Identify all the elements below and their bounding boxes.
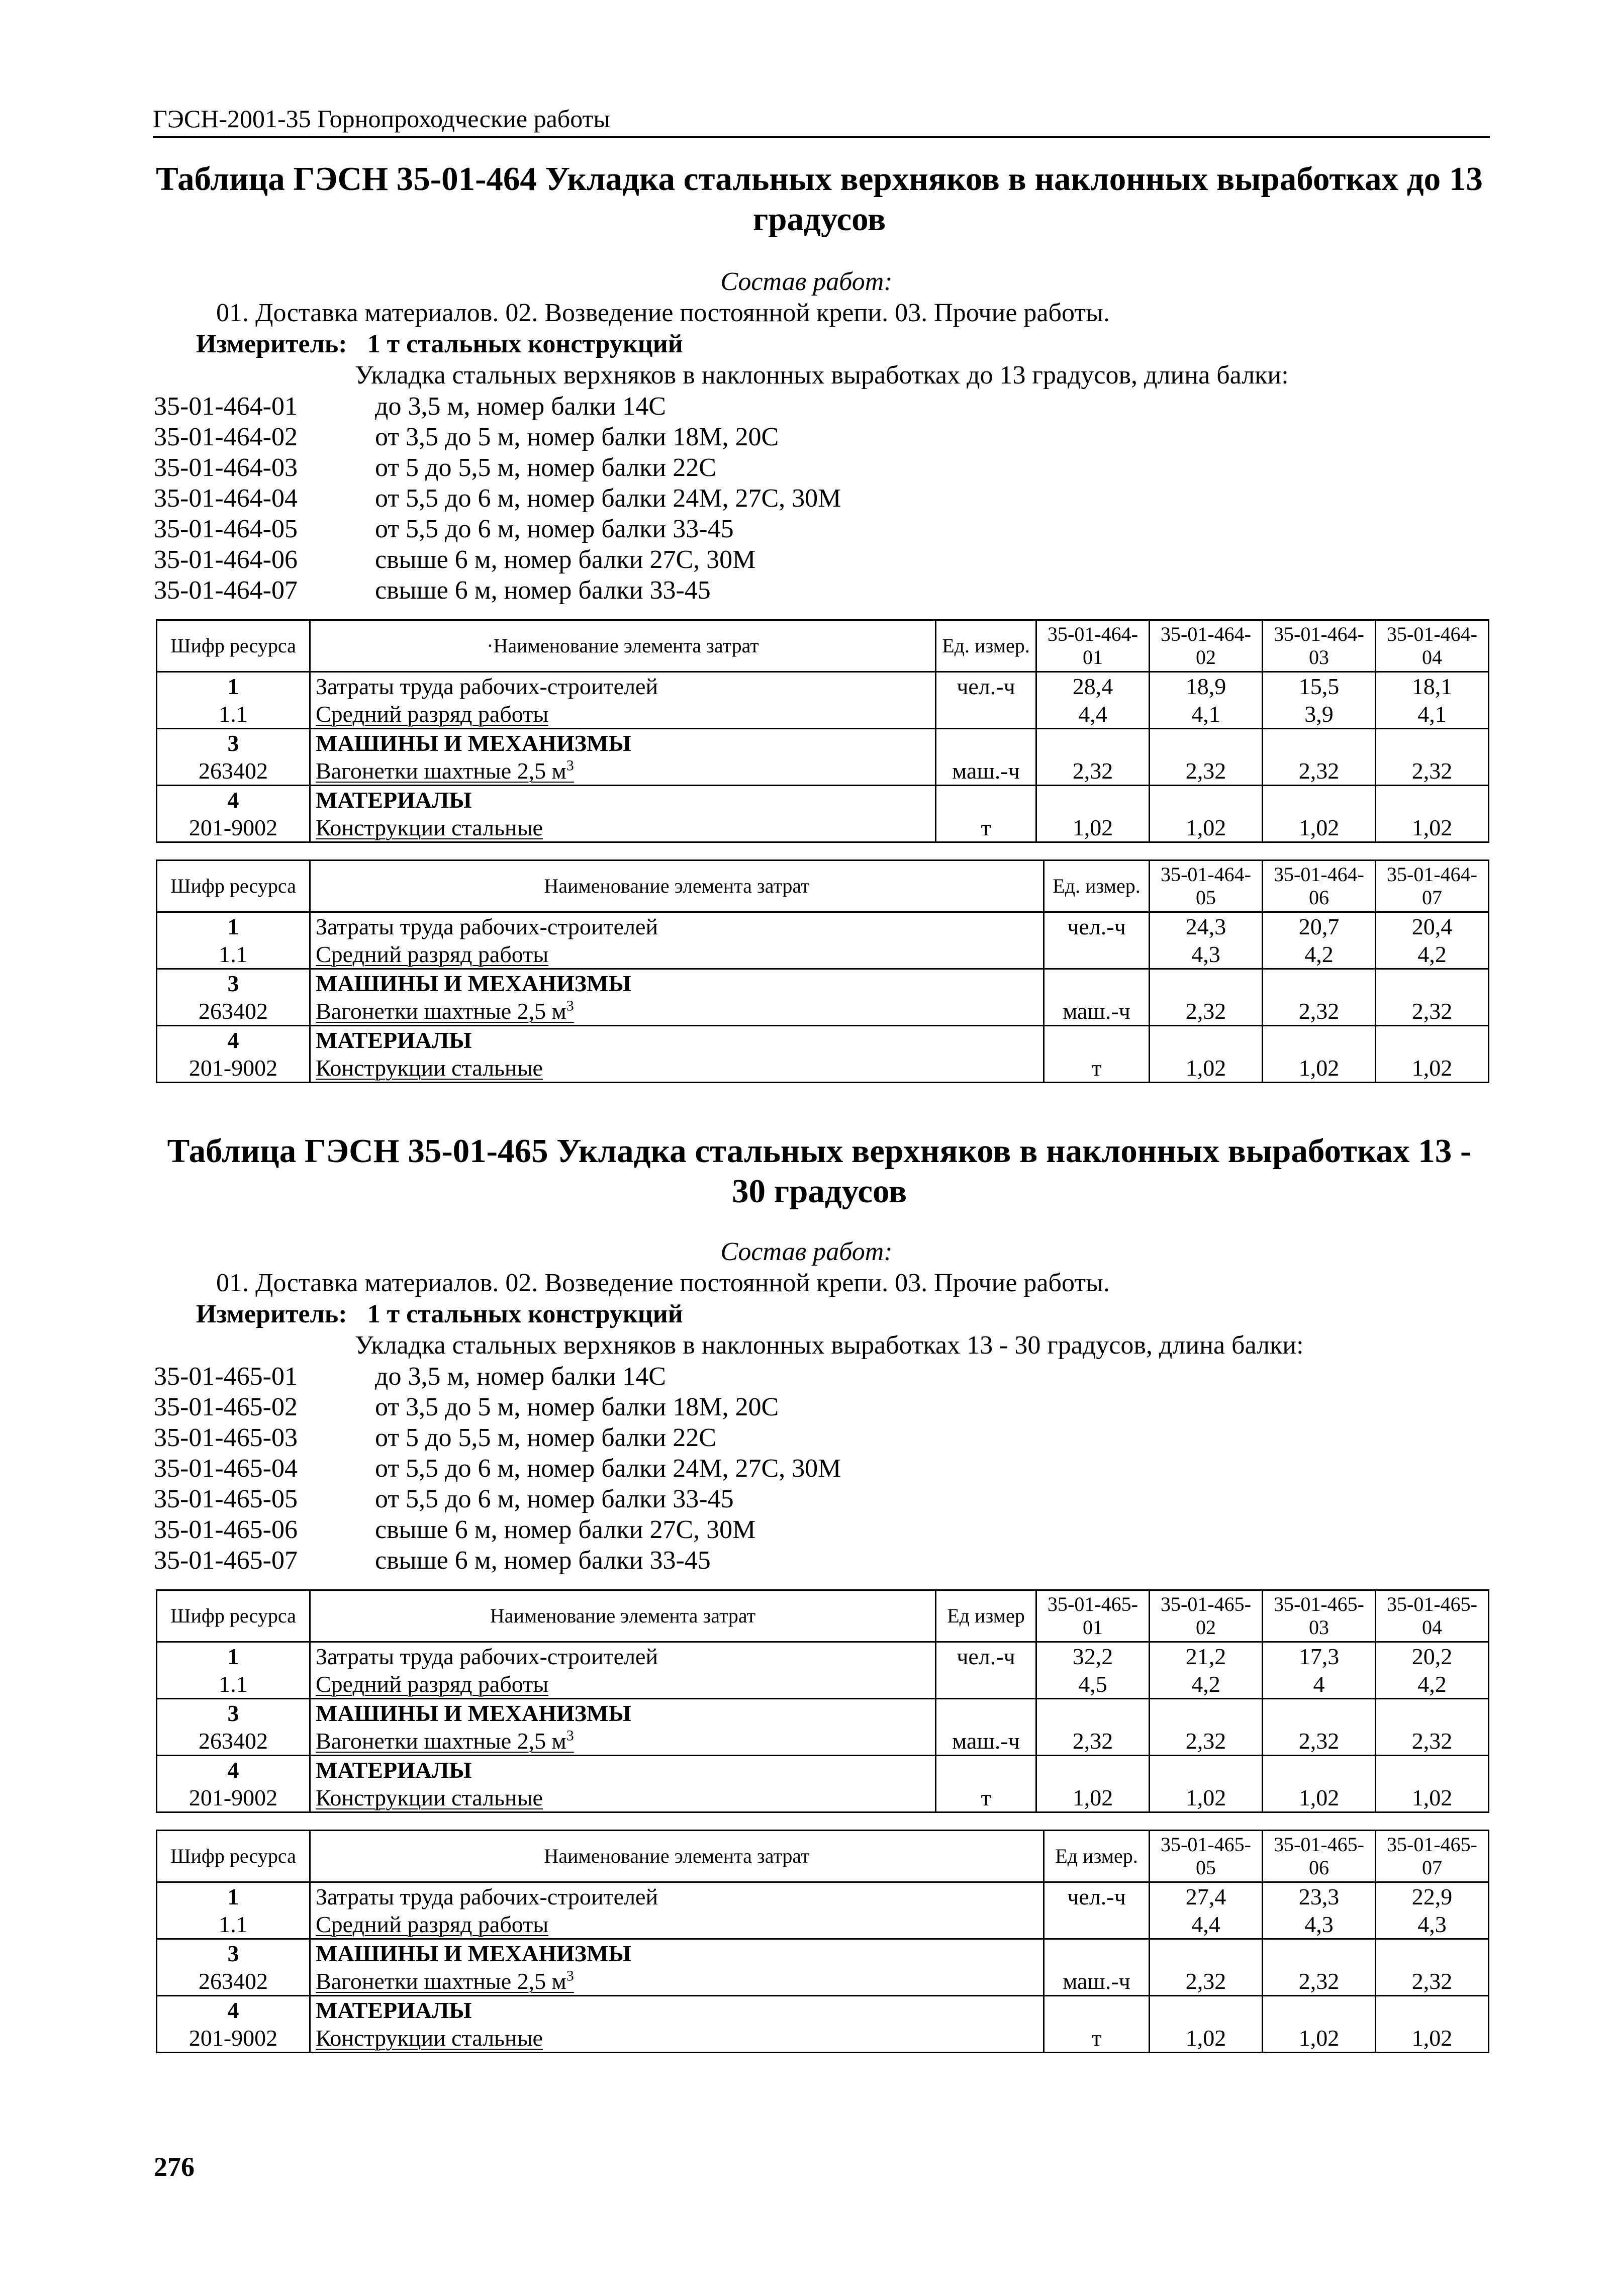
- cell-value: 4: [1263, 1670, 1376, 1699]
- cell-name: Конструкции стальные: [310, 2024, 1044, 2053]
- header-col: 35-01-465-05: [1150, 1831, 1263, 1882]
- cell-name: Средний разряд работы: [310, 940, 1044, 969]
- header-unit: Ед измер.: [1044, 1831, 1150, 1882]
- header-col: 35-01-465-03: [1263, 1590, 1376, 1642]
- header-col: 35-01-465-01: [1036, 1590, 1150, 1642]
- cell-unit: [936, 729, 1036, 757]
- cell-value: 21,2: [1150, 1642, 1263, 1671]
- cell-unit: чел.-ч: [1044, 1882, 1150, 1911]
- cell-value: 1,02: [1150, 1784, 1263, 1812]
- cell-unit: [1044, 1910, 1150, 1939]
- cell-code: 4: [157, 1756, 310, 1784]
- cell-value: 2,32: [1376, 1727, 1489, 1756]
- code: 35-01-464-07: [154, 576, 298, 605]
- measure-label: Измеритель:: [196, 1300, 347, 1328]
- code-desc: до 3,5 м, номер балки 14С: [375, 392, 666, 421]
- cell-value: 4,5: [1036, 1670, 1150, 1699]
- cell-name: МАТЕРИАЛЫ: [310, 1756, 936, 1784]
- cell-value: 1,02: [1036, 1784, 1150, 1812]
- cell-value: 4,3: [1263, 1910, 1376, 1939]
- code: 35-01-465-03: [154, 1423, 298, 1452]
- cell-code: 263402: [157, 757, 310, 786]
- work-list: 01. Доставка материалов. 02. Возведение постоянной крепи. 03. Прочие работы.: [216, 1269, 1110, 1297]
- table-title: [151, 159, 1488, 239]
- code-desc: свыше 6 м, номер балки 27С, 30М: [375, 545, 756, 574]
- header-col: 35-01-464-02: [1150, 620, 1263, 672]
- cell-value: [1376, 786, 1489, 814]
- cell-name: Средний разряд работы: [310, 1910, 1044, 1939]
- cell-value: [1150, 1996, 1263, 2025]
- cell-unit: чел.-ч: [936, 672, 1036, 701]
- cell-value: [1036, 729, 1150, 757]
- cell-value: [1150, 729, 1263, 757]
- table-row: [157, 1996, 1489, 2025]
- code-desc: от 3,5 до 5 м, номер балки 18М, 20С: [375, 1393, 779, 1421]
- code: 35-01-465-07: [154, 1546, 298, 1575]
- cell-unit: т: [1044, 1054, 1150, 1083]
- composition-label: Состав работ:: [720, 267, 893, 296]
- cell-code: 4: [157, 786, 310, 814]
- cell-name: Затраты труда рабочих-строителей: [310, 912, 1044, 941]
- cell-unit: [1044, 1026, 1150, 1055]
- cell-value: [1150, 1939, 1263, 1968]
- header-col: 35-01-464-01: [1036, 620, 1150, 672]
- code-desc: свыше 6 м, номер балки 33-45: [375, 576, 711, 605]
- cell-value: 1,02: [1150, 814, 1263, 842]
- cell-value: 27,4: [1150, 1882, 1263, 1911]
- table-row: [157, 1910, 1489, 1939]
- measure: [196, 1299, 683, 1330]
- table-row: [157, 912, 1489, 941]
- table-row: [157, 2024, 1489, 2053]
- cell-value: 2,32: [1150, 1727, 1263, 1756]
- header-col: 35-01-464-04: [1376, 620, 1489, 672]
- cell-value: 1,02: [1263, 2024, 1376, 2053]
- cell-unit: маш.-ч: [936, 757, 1036, 786]
- code-row: [154, 1361, 1360, 1392]
- cell-value: 2,32: [1263, 1967, 1376, 1996]
- cell-value: 15,5: [1263, 672, 1376, 701]
- header-col: 35-01-464-03: [1263, 620, 1376, 672]
- table-row: [157, 729, 1489, 757]
- composition-label: Состав работ:: [720, 1237, 893, 1266]
- cell-value: [1150, 1756, 1263, 1784]
- cell-value: 1,02: [1036, 814, 1150, 842]
- cell-name: МАШИНЫ И МЕХАНИЗМЫ: [310, 969, 1044, 998]
- cell-value: [1263, 786, 1376, 814]
- cell-value: [1150, 1699, 1263, 1728]
- cell-value: 2,32: [1376, 997, 1489, 1026]
- cell-value: 2,32: [1150, 757, 1263, 786]
- cell-value: 20,4: [1376, 912, 1489, 941]
- cell-value: [1263, 1699, 1376, 1728]
- table-row: [157, 672, 1489, 701]
- cell-unit: [936, 1699, 1036, 1728]
- code: 35-01-464-06: [154, 545, 298, 574]
- cell-unit: маш.-ч: [936, 1727, 1036, 1756]
- cell-code: 1: [157, 672, 310, 701]
- cell-unit: т: [936, 1784, 1036, 1812]
- code: 35-01-465-06: [154, 1515, 298, 1544]
- code-row: [154, 483, 1360, 514]
- cell-unit: [1044, 1996, 1150, 2025]
- cell-code: 263402: [157, 1967, 310, 1996]
- header-col: 35-01-465-02: [1150, 1590, 1263, 1642]
- code-row: [154, 514, 1360, 544]
- cell-name: МАШИНЫ И МЕХАНИЗМЫ: [310, 1939, 1044, 1968]
- codes-intro: Укладка стальных верхняков в наклонных выработках 13 - 30 градусов, длина балки:: [355, 1331, 1304, 1360]
- cell-name: Затраты труда рабочих-строителей: [310, 1882, 1044, 1911]
- cell-value: 2,32: [1263, 997, 1376, 1026]
- page-number: 276: [154, 2152, 195, 2182]
- cell-value: [1263, 969, 1376, 998]
- cell-value: [1376, 1756, 1489, 1784]
- cell-name: МАТЕРИАЛЫ: [310, 786, 936, 814]
- cell-code: 1.1: [157, 700, 310, 729]
- cell-code: 3: [157, 1939, 310, 1968]
- cell-value: 28,4: [1036, 672, 1150, 701]
- cell-value: 20,7: [1263, 912, 1376, 941]
- work-list: 01. Доставка материалов. 02. Возведение постоянной крепи. 03. Прочие работы.: [216, 299, 1110, 327]
- code: 35-01-465-01: [154, 1362, 298, 1391]
- cell-value: 24,3: [1150, 912, 1263, 941]
- code-desc: от 5,5 до 6 м, номер балки 33-45: [375, 515, 734, 543]
- cell-value: [1150, 969, 1263, 998]
- header-col: 35-01-465-06: [1263, 1831, 1376, 1882]
- cell-code: 1: [157, 912, 310, 941]
- cell-unit: т: [936, 814, 1036, 842]
- cell-unit: [936, 1756, 1036, 1784]
- cell-value: 1,02: [1150, 1054, 1263, 1083]
- cell-value: 4,2: [1263, 940, 1376, 969]
- cell-name: Вагонетки шахтные 2,5 $м^3$: [310, 1967, 1044, 1996]
- table-row: [157, 1054, 1489, 1083]
- cell-unit: чел.-ч: [1044, 912, 1150, 941]
- code: 35-01-465-04: [154, 1454, 298, 1483]
- cell-unit: маш.-ч: [1044, 997, 1150, 1026]
- running-head: ГЭСН-2001-35 Горнопроходческие работы: [153, 103, 1490, 138]
- cell-value: 1,02: [1150, 2024, 1263, 2053]
- cell-name: Затраты труда рабочих-строителей: [310, 672, 936, 701]
- code-desc: от 5 до 5,5 м, номер балки 22С: [375, 1423, 716, 1452]
- table-row: [157, 1642, 1489, 1671]
- code: 35-01-464-03: [154, 453, 298, 482]
- cell-code: 1: [157, 1642, 310, 1671]
- cell-value: 4,2: [1150, 1670, 1263, 1699]
- cell-value: 18,9: [1150, 672, 1263, 701]
- cell-value: [1376, 1026, 1489, 1055]
- code-desc: от 5,5 до 6 м, номер балки 24М, 27С, 30М: [375, 484, 841, 513]
- superscript: 3: [566, 1967, 574, 1984]
- cell-unit: чел.-ч: [936, 1642, 1036, 1671]
- cell-value: 4,2: [1376, 940, 1489, 969]
- table-header-row: [157, 1590, 1489, 1642]
- cell-value: 20,2: [1376, 1642, 1489, 1671]
- cell-code: 1: [157, 1882, 310, 1911]
- cell-value: 4,2: [1376, 1670, 1489, 1699]
- resource-table: [156, 1830, 1489, 2053]
- code-row: [154, 1392, 1360, 1422]
- cell-code: 201-9002: [157, 2024, 310, 2053]
- header-col: 35-01-464-07: [1376, 860, 1489, 912]
- cell-value: 1,02: [1376, 1784, 1489, 1812]
- superscript: 3: [566, 1727, 574, 1744]
- code-desc: свыше 6 м, номер балки 33-45: [375, 1546, 711, 1575]
- header-col: 35-01-464-05: [1150, 860, 1263, 912]
- table-row: [157, 814, 1489, 842]
- cell-code: 263402: [157, 997, 310, 1026]
- table-row: [157, 997, 1489, 1026]
- code-row: [154, 452, 1360, 483]
- measure-value: 1 т стальных конструкций: [367, 330, 683, 358]
- header-code: Шифр ресурса: [157, 860, 310, 912]
- cell-code: 201-9002: [157, 814, 310, 842]
- table-row: [157, 1967, 1489, 1996]
- table-row: [157, 1026, 1489, 1055]
- cell-code: 1.1: [157, 940, 310, 969]
- cell-value: 4,1: [1376, 700, 1489, 729]
- code: 35-01-464-01: [154, 392, 298, 421]
- table-row: [157, 1699, 1489, 1728]
- cell-name: МАТЕРИАЛЫ: [310, 1026, 1044, 1055]
- cell-unit: [936, 1670, 1036, 1699]
- code-desc: до 3,5 м, номер балки 14С: [375, 1362, 666, 1391]
- cell-unit: [1044, 940, 1150, 969]
- cell-code: 3: [157, 729, 310, 757]
- cell-value: [1036, 786, 1150, 814]
- cell-unit: [1044, 1939, 1150, 1968]
- cell-value: [1376, 1996, 1489, 2025]
- code-row: [154, 422, 1360, 452]
- code-desc: от 3,5 до 5 м, номер балки 18М, 20С: [375, 423, 779, 451]
- cell-name: МАТЕРИАЛЫ: [310, 1996, 1044, 2025]
- cell-value: 4,3: [1150, 940, 1263, 969]
- header-unit: Ед. измер.: [1044, 860, 1150, 912]
- cell-code: 201-9002: [157, 1784, 310, 1812]
- cell-value: 1,02: [1263, 1054, 1376, 1083]
- cell-value: [1376, 1699, 1489, 1728]
- header-col: 35-01-464-06: [1263, 860, 1376, 912]
- cell-value: [1263, 1026, 1376, 1055]
- code-list: [154, 1361, 1360, 1576]
- code-row: [154, 391, 1360, 422]
- header-col: 35-01-465-07: [1376, 1831, 1489, 1882]
- cell-value: 3,9: [1263, 700, 1376, 729]
- resource-table: [156, 859, 1489, 1083]
- cell-value: 4,4: [1036, 700, 1150, 729]
- cell-unit: [936, 700, 1036, 729]
- table-header-row: [157, 1831, 1489, 1882]
- code: 35-01-464-04: [154, 484, 298, 513]
- table-header-row: [157, 620, 1489, 672]
- cell-unit: т: [1044, 2024, 1150, 2053]
- cell-name: Конструкции стальные: [310, 1784, 936, 1812]
- table-title-line-1: Таблица ГЭСН 35-01-465 Укладка стальных верхняков в наклонных выработках 13 -: [167, 1132, 1472, 1170]
- table-title-line-2: 30 градусов: [731, 1173, 907, 1210]
- cell-value: 17,3: [1263, 1642, 1376, 1671]
- code-row: [154, 575, 1360, 606]
- table-row: [157, 940, 1489, 969]
- cell-value: 1,02: [1263, 814, 1376, 842]
- code: 35-01-464-02: [154, 423, 298, 451]
- code-row: [154, 1484, 1360, 1514]
- cell-unit: [936, 786, 1036, 814]
- cell-value: [1263, 1756, 1376, 1784]
- cell-value: [1150, 1026, 1263, 1055]
- cell-name: Конструкции стальные: [310, 814, 936, 842]
- cell-value: 2,32: [1150, 997, 1263, 1026]
- header-name: ·Наименование элемента затрат: [310, 620, 936, 672]
- header-unit: Ед. измер.: [936, 620, 1036, 672]
- cell-value: [1150, 786, 1263, 814]
- header-unit: Ед измер: [936, 1590, 1036, 1642]
- code-row: [154, 1422, 1360, 1453]
- code-row: [154, 1453, 1360, 1484]
- cell-name: Вагонетки шахтные 2,5 $м^3$: [310, 757, 936, 786]
- cell-name: Конструкции стальные: [310, 1054, 1044, 1083]
- table-row: [157, 700, 1489, 729]
- table-row: [157, 1756, 1489, 1784]
- codes-intro: Укладка стальных верхняков в наклонных выработках до 13 градусов, длина балки:: [355, 361, 1289, 390]
- cell-value: [1263, 1996, 1376, 2025]
- cell-unit: маш.-ч: [1044, 1967, 1150, 1996]
- cell-value: 2,32: [1263, 757, 1376, 786]
- code-row: [154, 1514, 1360, 1545]
- cell-code: 201-9002: [157, 1054, 310, 1083]
- table-row: [157, 1670, 1489, 1699]
- code: 35-01-465-02: [154, 1393, 298, 1421]
- table-header-row: [157, 860, 1489, 912]
- header-name: Наименование элемента затрат: [310, 860, 1044, 912]
- cell-name: Средний разряд работы: [310, 1670, 936, 1699]
- code: 35-01-465-05: [154, 1485, 298, 1513]
- cell-value: 2,32: [1263, 1727, 1376, 1756]
- cell-name: Вагонетки шахтные 2,5 $м^3$: [310, 1727, 936, 1756]
- cell-value: 2,32: [1036, 1727, 1150, 1756]
- table-row: [157, 1939, 1489, 1968]
- cell-code: 1.1: [157, 1670, 310, 1699]
- superscript: 3: [566, 757, 574, 774]
- cell-unit: [1044, 969, 1150, 998]
- cell-value: [1376, 1939, 1489, 1968]
- cell-code: 263402: [157, 1727, 310, 1756]
- measure-label: Измеритель:: [196, 330, 347, 358]
- cell-value: 2,32: [1036, 757, 1150, 786]
- cell-value: 2,32: [1376, 1967, 1489, 1996]
- cell-code: 4: [157, 1026, 310, 1055]
- cell-name: Вагонетки шахтные 2,5 $м^3$: [310, 997, 1044, 1026]
- code-desc: свыше 6 м, номер балки 27С, 30М: [375, 1515, 756, 1544]
- cell-value: [1376, 969, 1489, 998]
- table-title-line-2: градусов: [752, 201, 886, 238]
- table-row: [157, 1882, 1489, 1911]
- cell-value: 18,1: [1376, 672, 1489, 701]
- resource-table: [156, 1589, 1489, 1813]
- cell-value: 2,32: [1376, 757, 1489, 786]
- code-row: [154, 1545, 1360, 1576]
- cell-value: 1,02: [1376, 2024, 1489, 2053]
- code-desc: от 5,5 до 6 м, номер балки 24М, 27С, 30М: [375, 1454, 841, 1483]
- cell-value: 4,1: [1150, 700, 1263, 729]
- table-row: [157, 1784, 1489, 1812]
- cell-value: 4,4: [1150, 1910, 1263, 1939]
- cell-value: 22,9: [1376, 1882, 1489, 1911]
- cell-name: Средний разряд работы: [310, 700, 936, 729]
- cell-name: МАШИНЫ И МЕХАНИЗМЫ: [310, 1699, 936, 1728]
- cell-code: 3: [157, 969, 310, 998]
- cell-value: 1,02: [1376, 1054, 1489, 1083]
- measure: [196, 329, 683, 360]
- cell-value: [1376, 729, 1489, 757]
- superscript: 3: [566, 997, 574, 1014]
- header-code: Шифр ресурса: [157, 1590, 310, 1642]
- cell-value: 1,02: [1263, 1784, 1376, 1812]
- table-title-line-1: Таблица ГЭСН 35-01-464 Укладка стальных верхняков в наклонных выработках до 13: [156, 160, 1483, 198]
- header-name: Наименование элемента затрат: [310, 1590, 936, 1642]
- cell-name: МАШИНЫ И МЕХАНИЗМЫ: [310, 729, 936, 757]
- cell-code: 1.1: [157, 1910, 310, 1939]
- cell-value: 1,02: [1376, 814, 1489, 842]
- table-row: [157, 786, 1489, 814]
- code-desc: от 5,5 до 6 м, номер балки 33-45: [375, 1485, 734, 1513]
- table-row: [157, 757, 1489, 786]
- header-code: Шифр ресурса: [157, 620, 310, 672]
- cell-value: [1036, 1699, 1150, 1728]
- header-col: 35-01-465-04: [1376, 1590, 1489, 1642]
- cell-value: [1263, 729, 1376, 757]
- header-code: Шифр ресурса: [157, 1831, 310, 1882]
- table-row: [157, 969, 1489, 998]
- code-row: [154, 544, 1360, 575]
- table-title: [151, 1131, 1488, 1211]
- table-row: [157, 1727, 1489, 1756]
- code-desc: от 5 до 5,5 м, номер балки 22С: [375, 453, 716, 482]
- cell-code: 4: [157, 1996, 310, 2025]
- code: 35-01-464-05: [154, 515, 298, 543]
- cell-code: 3: [157, 1699, 310, 1728]
- cell-value: [1036, 1756, 1150, 1784]
- cell-value: 32,2: [1036, 1642, 1150, 1671]
- cell-value: 2,32: [1150, 1967, 1263, 1996]
- header-name: Наименование элемента затрат: [310, 1831, 1044, 1882]
- measure-value: 1 т стальных конструкций: [367, 1300, 683, 1328]
- cell-value: 23,3: [1263, 1882, 1376, 1911]
- cell-name: Затраты труда рабочих-строителей: [310, 1642, 936, 1671]
- cell-value: [1263, 1939, 1376, 1968]
- resource-table: [156, 619, 1489, 843]
- cell-value: 4,3: [1376, 1910, 1489, 1939]
- code-list: [154, 391, 1360, 606]
